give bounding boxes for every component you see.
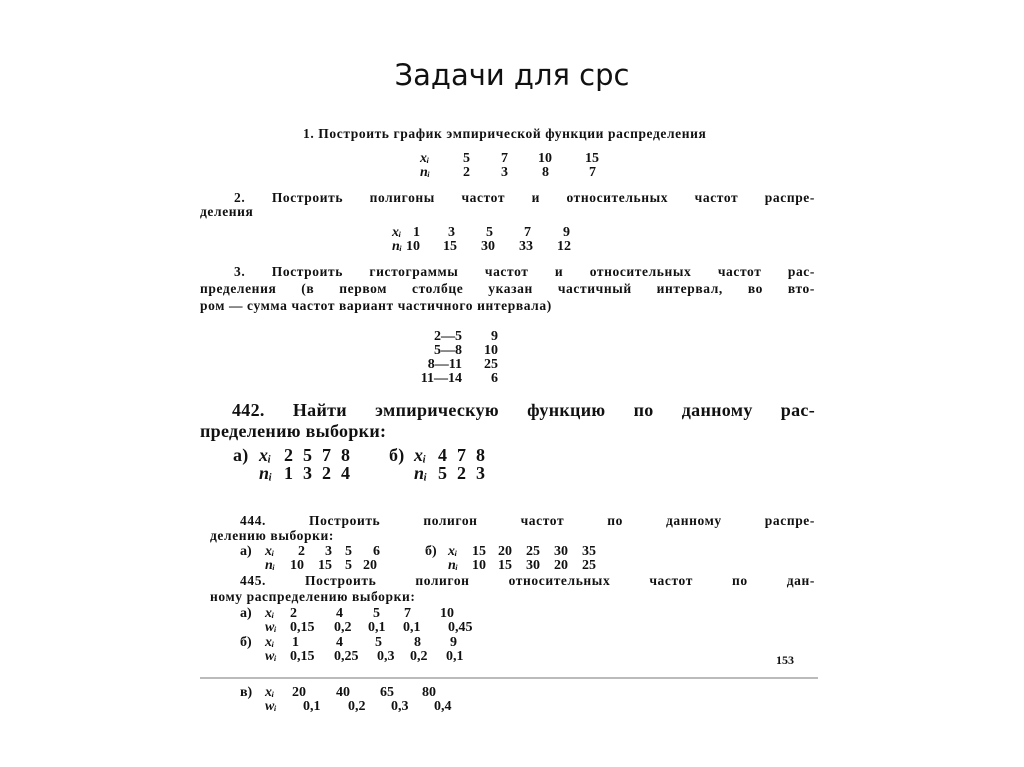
part-label: в) (240, 685, 253, 700)
n-label: nᵢ (392, 239, 403, 254)
cell: 15 (318, 558, 332, 573)
cell: 20 (554, 558, 568, 573)
cell: 0,3 (377, 649, 395, 664)
cell: 20 (498, 544, 512, 559)
cell: 0,2 (348, 699, 366, 714)
cell: 4 (336, 606, 343, 621)
w-label: wᵢ (265, 699, 277, 714)
cell: 7 (457, 445, 467, 465)
cell: 10 (440, 606, 454, 621)
task3-line2: пределения (в первом столбце указан частичный интервал, во вто- (200, 281, 815, 296)
cell: 7 (322, 445, 332, 465)
cell: 15 (498, 558, 512, 573)
sum: 25 (484, 357, 498, 372)
part-label: а) (233, 445, 249, 465)
x-label: xᵢ (265, 635, 275, 650)
cell: 40 (336, 685, 350, 700)
cell: 9 (450, 635, 457, 650)
task3-line1: 3. Построить гистограммы частот и относительных частот рас- (234, 264, 815, 279)
cell: 9 (563, 225, 570, 240)
cell: 30 (481, 239, 495, 254)
n-label: nᵢ (448, 558, 459, 573)
cell: 0,1 (403, 620, 421, 635)
cell: 25 (582, 558, 596, 573)
x-label: xᵢ (420, 151, 430, 166)
x-label: xᵢ (259, 445, 272, 465)
task2-line2: деления (200, 204, 254, 219)
cell: 10 (538, 151, 552, 166)
cell: 65 (380, 685, 394, 700)
cell: 0,1 (368, 620, 386, 635)
cell: 0,2 (410, 649, 428, 664)
cell: 3 (325, 544, 332, 559)
cell: 80 (422, 685, 436, 700)
cell: 3 (448, 225, 455, 240)
cell: 10 (406, 239, 420, 254)
cell: 5 (486, 225, 493, 240)
cell: 0,15 (290, 620, 315, 635)
interval: 5—8 (434, 343, 462, 358)
cell: 5 (438, 463, 448, 483)
interval: 11—14 (420, 371, 462, 386)
cell: 0,15 (290, 649, 315, 664)
n-label: nᵢ (414, 463, 428, 483)
sum: 9 (491, 329, 498, 344)
cell: 5 (375, 635, 382, 650)
cell: 2 (322, 463, 332, 483)
cell: 8 (542, 165, 549, 180)
cell: 20 (363, 558, 377, 573)
n-label: nᵢ (259, 463, 273, 483)
task442-line2: пределению выборки: (200, 421, 387, 441)
cell: 2 (290, 606, 297, 621)
cell: 6 (373, 544, 380, 559)
cell: 4 (438, 445, 448, 465)
cell: 2 (298, 544, 305, 559)
page-number: 153 (776, 653, 794, 667)
cell: 2 (457, 463, 467, 483)
cell: 7 (404, 606, 411, 621)
sum: 6 (491, 371, 498, 386)
sum: 10 (484, 343, 498, 358)
task442-line1: 442. Найти эмпирическую функцию по данному рас- (232, 400, 815, 420)
x-label: xᵢ (414, 445, 427, 465)
part-label: б) (240, 635, 252, 650)
page-divider (200, 677, 818, 679)
cell: 15 (585, 151, 599, 166)
x-label: xᵢ (265, 685, 275, 700)
cell: 25 (526, 544, 540, 559)
cell: 5 (463, 151, 470, 166)
x-label: xᵢ (265, 544, 275, 559)
cell: 0,1 (446, 649, 464, 664)
cell: 30 (526, 558, 540, 573)
part-label: а) (240, 606, 252, 621)
cell: 5 (345, 558, 352, 573)
cell: 4 (341, 463, 351, 483)
cell: 0,4 (434, 699, 452, 714)
cell: 3 (476, 463, 486, 483)
task444-line1: 444. Построить полигон частот по данному распре- (240, 513, 815, 528)
cell: 0,2 (334, 620, 352, 635)
cell: 8 (414, 635, 421, 650)
task1-text: 1. Построить график эмпирической функции распределения (303, 126, 707, 141)
cell: 33 (519, 239, 533, 254)
part-label: а) (240, 544, 252, 559)
x-label: xᵢ (392, 225, 402, 240)
cell: 12 (557, 239, 571, 254)
x-label: xᵢ (265, 606, 275, 621)
cell: 0,45 (448, 620, 473, 635)
cell: 10 (472, 558, 486, 573)
task3-line3: ром — сумма частот вариант частичного интервала) (200, 298, 552, 313)
cell: 7 (589, 165, 596, 180)
task2-line1: 2. Построить полигоны частот и относительных частот распре- (234, 190, 815, 205)
cell: 0,25 (334, 649, 359, 664)
part-label: б) (425, 544, 437, 559)
part-label: б) (389, 445, 405, 465)
n-label: nᵢ (420, 165, 431, 180)
interval: 8—11 (427, 357, 462, 372)
cell: 15 (443, 239, 457, 254)
cell: 3 (303, 463, 313, 483)
cell: 1 (292, 635, 299, 650)
cell: 8 (341, 445, 351, 465)
cell: 35 (582, 544, 596, 559)
cell: 0,1 (303, 699, 321, 714)
w-label: wᵢ (265, 620, 277, 635)
cell: 5 (373, 606, 380, 621)
cell: 7 (524, 225, 531, 240)
interval: 2—5 (434, 329, 462, 344)
slide-title: Задачи для срс (394, 58, 630, 92)
cell: 20 (292, 685, 306, 700)
cell: 7 (501, 151, 508, 166)
cell: 1 (284, 463, 294, 483)
cell: 0,3 (391, 699, 409, 714)
w-label: wᵢ (265, 649, 277, 664)
cell: 2 (284, 445, 294, 465)
cell: 15 (472, 544, 486, 559)
x-label: xᵢ (448, 544, 458, 559)
cell: 1 (413, 225, 420, 240)
cell: 3 (501, 165, 508, 180)
task445-line2: ному распределению выборки: (210, 589, 416, 604)
task444-line2: делению выборки: (210, 528, 334, 543)
cell: 30 (554, 544, 568, 559)
cell: 5 (345, 544, 352, 559)
cell: 8 (476, 445, 486, 465)
cell: 4 (336, 635, 343, 650)
n-label: nᵢ (265, 558, 276, 573)
task445-line1: 445. Построить полигон относительных частот по дан- (240, 573, 815, 588)
cell: 5 (303, 445, 313, 465)
cell: 10 (290, 558, 304, 573)
cell: 2 (463, 165, 470, 180)
